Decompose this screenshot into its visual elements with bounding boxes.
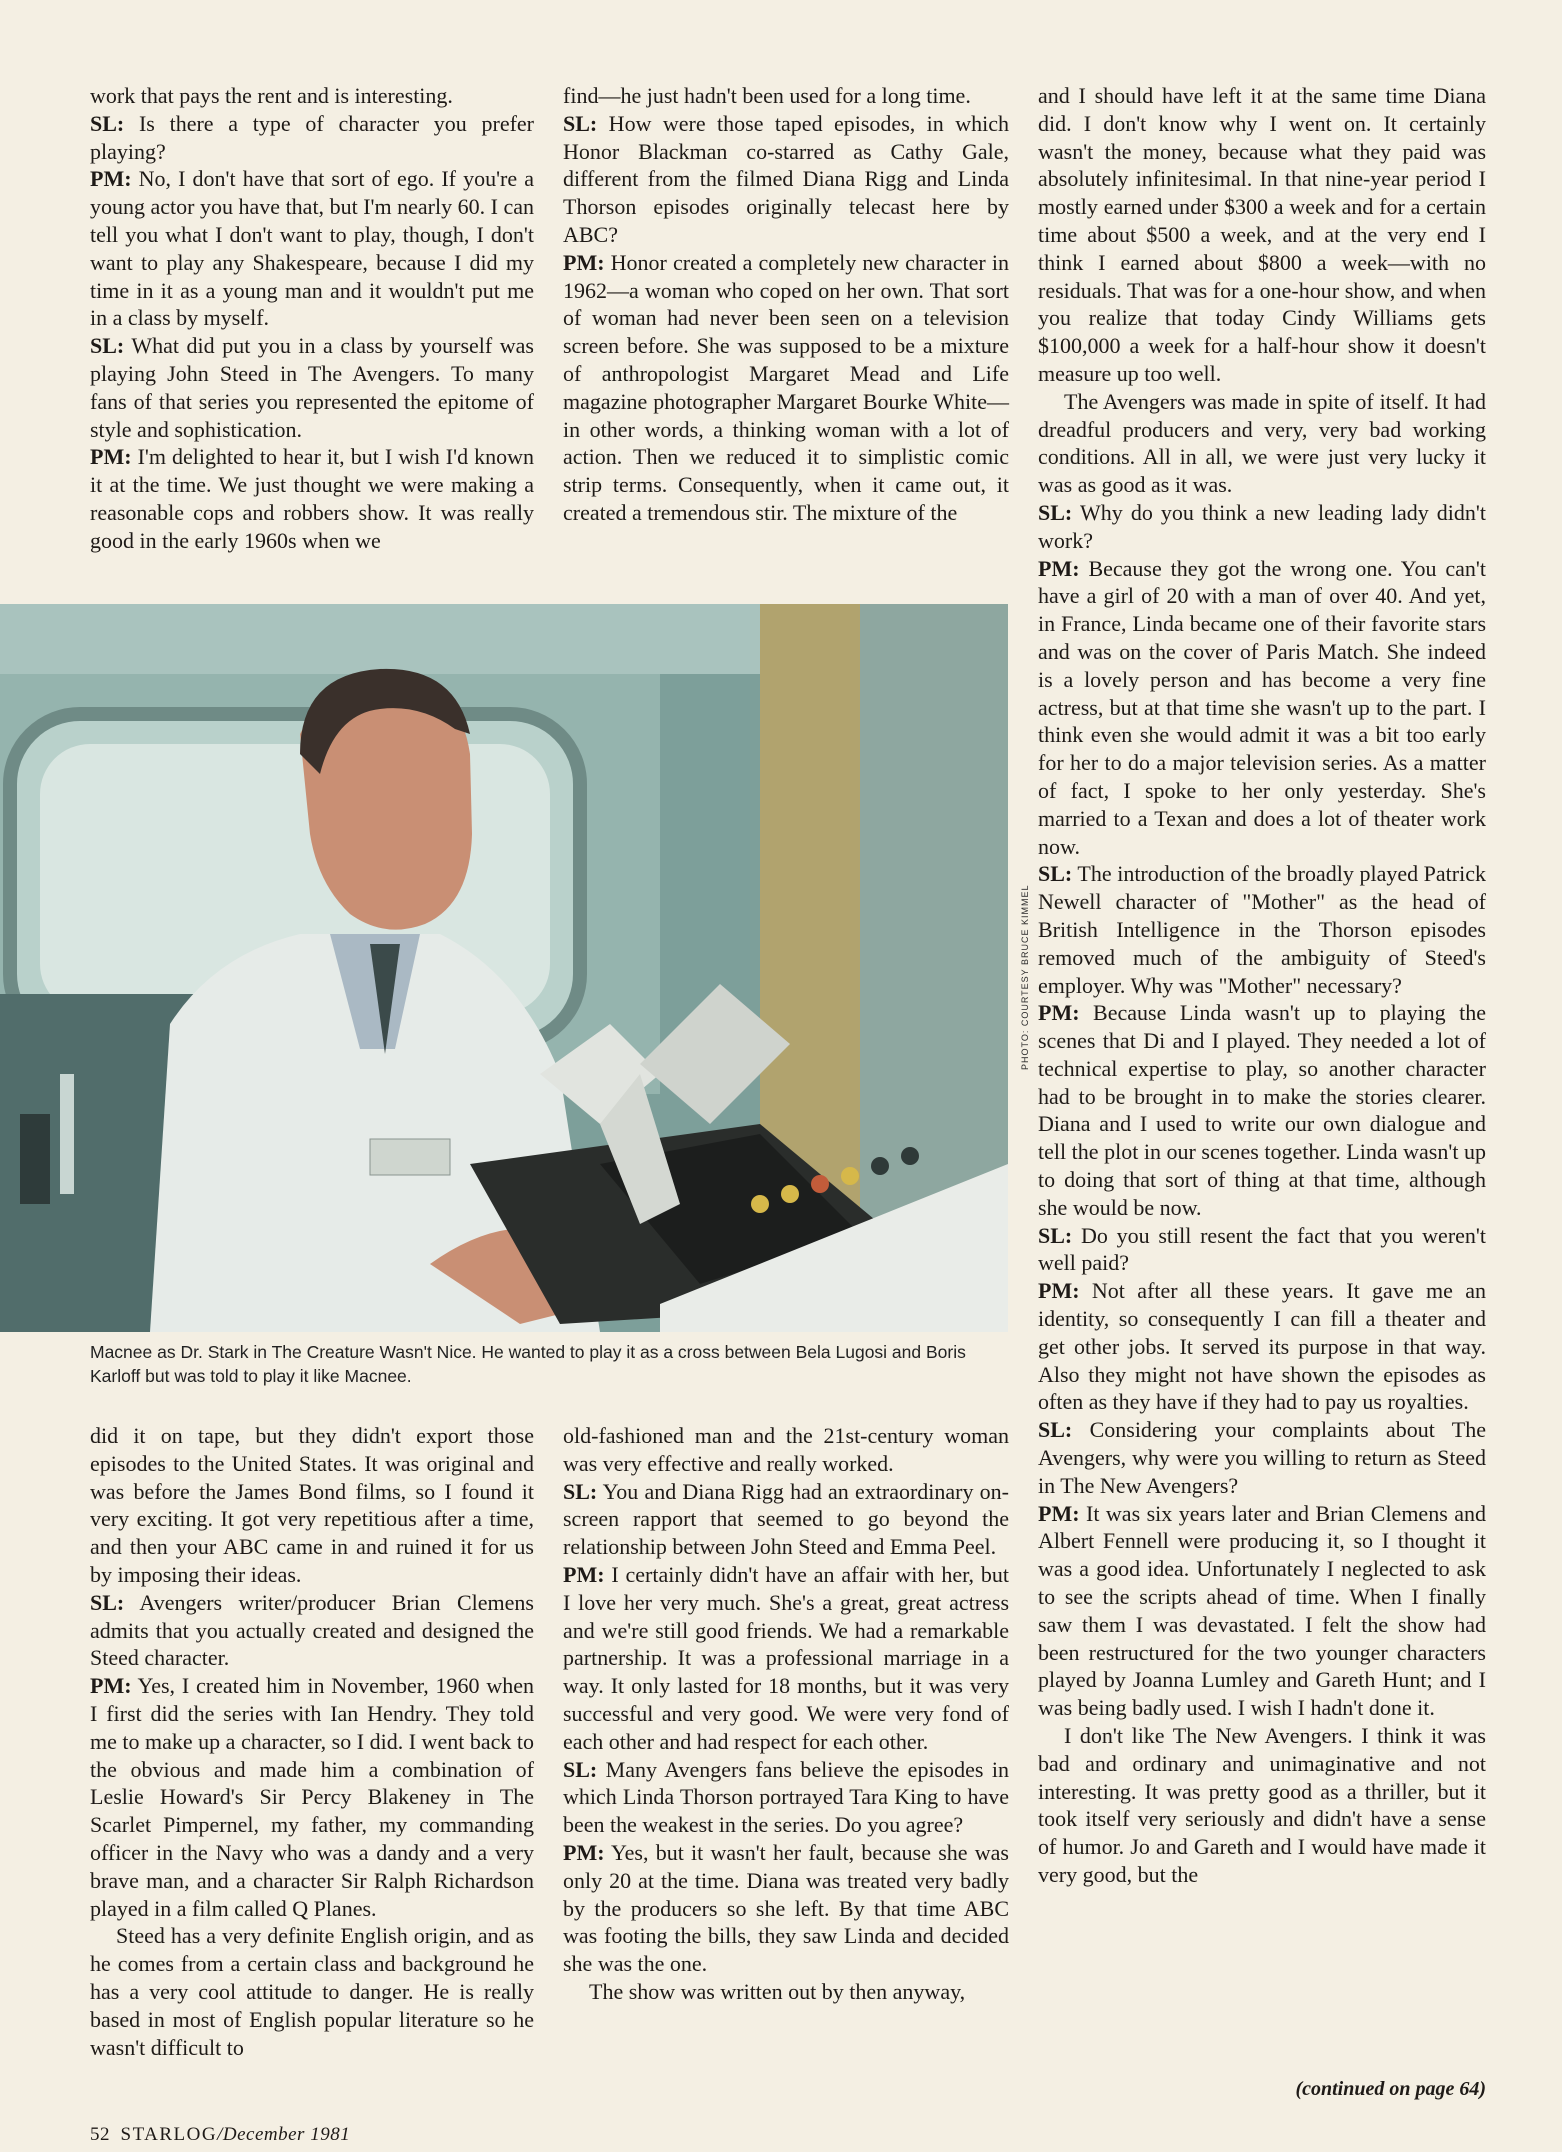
paragraph xyxy=(563,1478,1009,1561)
paragraph-text: old-fashioned man and the 21st-century woman was very effective and really worked. xyxy=(563,1423,1009,1476)
paragraph-text: did it on tape, but they didn't export those episodes to the United States. It was original and was before the James Bond films, so I found it very exciting. It got very repetitious after a time, and then your ABC came in and ruined it for us by imposing their ideas. xyxy=(90,1423,534,1587)
paragraph-text: Honor created a completely new character in 1962—a woman who coped on her own. That sort of woman had never been seen on a television screen before. She was supposed to be a mixture of anthropologist Margaret Mead and Life magazine photographer Margaret Bourke White—in other words, a thinking woman with a lot of action. Then we reduced it to simplistic comic strip terms. Consequently, when it came out, it created a tremendous stir. The mixture of the xyxy=(563,249,1009,525)
page-footer xyxy=(90,2124,350,2146)
paragraph-text: Considering your complaints about The Avengers, why were you willing to return as Steed in The New Avengers? xyxy=(1038,1417,1486,1498)
column-3 xyxy=(1038,82,1486,1889)
paragraph-text: How were those taped episodes, in which Honor Blackman co-starred as Cathy Gale, different from the filmed Diana Rigg and Linda Thorson episodes originally telecast here by ABC? xyxy=(563,110,1009,247)
paragraph xyxy=(1038,999,1486,1221)
paragraph xyxy=(1038,1416,1486,1499)
speaker-label: SL: xyxy=(1038,1417,1073,1443)
paragraph xyxy=(563,1561,1009,1756)
paragraph xyxy=(563,1422,1009,1478)
speaker-label: PM: xyxy=(1038,1278,1080,1304)
paragraph xyxy=(90,110,534,166)
speaker-label: PM: xyxy=(563,249,605,275)
column-1-top xyxy=(90,82,534,555)
speaker-label: SL: xyxy=(90,333,125,359)
photo-credit: PHOTO: COURTESY BRUCE KIMMEL xyxy=(1020,884,1030,1070)
paragraph xyxy=(1038,1500,1486,1722)
paragraph xyxy=(1038,388,1486,499)
paragraph xyxy=(90,82,534,110)
magazine-name: STARLOG xyxy=(120,2124,218,2145)
paragraph xyxy=(563,249,1009,527)
paragraph-text: find—he just hadn't been used for a long time. xyxy=(563,83,971,108)
paragraph-text: What did put you in a class by yourself was playing John Steed in The Avengers. To many fans of that series you represented the epitome of style and sophistication. xyxy=(90,333,534,442)
article-photo xyxy=(0,604,1008,1332)
paragraph xyxy=(90,1589,534,1672)
paragraph xyxy=(1038,499,1486,555)
speaker-label: SL: xyxy=(90,110,125,136)
speaker-label: PM: xyxy=(90,444,132,470)
paragraph-text: Not after all these years. It gave me an identity, so consequently I can fill a theater and get other jobs. It served its purpose in that way. Also they might not have shown the episodes as often as they have if they had to pay us royalties. xyxy=(1038,1278,1486,1415)
paragraph-text: No, I don't have that sort of ego. If you're a young actor you have that, but I'm nearly 60. I can tell you what I don't want to play, though, I don't want to play any Shakespeare, because I did my time in it as a young man and it wouldn't put me in a class by myself. xyxy=(90,166,534,331)
speaker-label: PM: xyxy=(563,1561,605,1587)
paragraph-text: It was six years later and Brian Clemens and Albert Fennell were producing it, so I thought it was a good idea. Unfortunately I neglected to ask to see the scripts ahead of time. When I finally saw them I was devastated. I felt the show had been restructured for the two younger characters played by Joanna Lumley and Gareth Hunt; and I was being badly used. I wish I hadn't done it. xyxy=(1038,1500,1486,1721)
paragraph-text: The introduction of the broadly played Patrick Newell character of "Mother" as the head of British Intelligence in the Thorson episodes removed much of the ambiguity of Steed's employer. Why was "Mother" necessary? xyxy=(1038,861,1486,998)
speaker-label: PM: xyxy=(90,1673,132,1699)
paragraph-text: and I should have left it at the same time Diana did. I don't know why I went on. It certainly wasn't the money, because what they paid was absolutely infinitesimal. In that nine-year period I mostly earned under $300 a week and for a certain time about $500 a week, and at the very end I think I earned about $800 a week—with no residuals. That was for a one-hour show, and when you realize that today Cindy Williams gets $100,000 a week for a half-hour show it doesn't measure up too well. xyxy=(1038,83,1486,386)
page-number: 52 xyxy=(90,2124,110,2145)
paragraph-text: Yes, I created him in November, 1960 when I first did the series with Ian Hendry. They told me to make up a character, so I did. I went back to the obvious and made him a combination of Leslie Howard's Sir Percy Blakeney in The Scarlet Pimpernel, my father, my commanding officer in the Navy who was a dandy and a very brave man, and a character Sir Ralph Richardson played in a film called Q Planes. xyxy=(90,1673,534,1921)
paragraph-text: Many Avengers fans believe the episodes in which Linda Thorson portrayed Tara King to have been the weakest in the series. Do you agree? xyxy=(563,1756,1009,1838)
speaker-label: PM: xyxy=(563,1839,605,1865)
paragraph-text: Because Linda wasn't up to playing the scenes that Di and I played. They needed a lot of technical expertise to play, so another character had to be brought in to make the stories clearer. Diana and I used to write our own dialogue and tell the plot in our scenes together. Linda wasn't up to doing that sort of thing at that time, although she would be now. xyxy=(1038,1000,1486,1220)
speaker-label: PM: xyxy=(1038,1000,1080,1026)
paragraph xyxy=(90,332,534,443)
paragraph xyxy=(1038,1277,1486,1416)
paragraph-text: Why do you think a new leading lady didn't work? xyxy=(1038,499,1486,553)
paragraph xyxy=(1038,1222,1486,1278)
speaker-label: PM: xyxy=(90,166,132,192)
column-2-top xyxy=(563,82,1009,527)
paragraph xyxy=(563,110,1009,249)
paragraph-text: work that pays the rent and is interesting. xyxy=(90,83,453,108)
paragraph-text: I'm delighted to hear it, but I wish I'd known it at the time. We just thought we were making a reasonable cops and robbers show. It was really good in the early 1960s when we xyxy=(90,444,534,553)
photo-illustration xyxy=(0,604,1008,1332)
speaker-label: PM: xyxy=(1038,555,1080,581)
speaker-label: SL: xyxy=(1038,499,1073,525)
paragraph xyxy=(90,443,534,554)
paragraph-text: The show was written out by then anyway, xyxy=(589,1978,966,2004)
paragraph xyxy=(563,1756,1009,1839)
column-1-bottom xyxy=(90,1422,534,2061)
column-2-bottom xyxy=(563,1422,1009,2006)
paragraph xyxy=(1038,1722,1486,1889)
paragraph xyxy=(1038,82,1486,388)
paragraph-text: I certainly didn't have an affair with her, but I love her very much. She's a great, great actress and we're still good friends. We had a remarkable partnership. It was a professional marriage in a way. It only lasted for 18 months, but it was very successful and very good. We were very fond of each other and had respect for each other. xyxy=(563,1561,1009,1754)
paragraph xyxy=(90,1422,534,1589)
speaker-label: SL: xyxy=(563,1478,598,1504)
paragraph-text: Because they got the wrong one. You can't have a girl of 20 with a man of over 40. And yet, in France, Linda became one of their favorite stars and was on the cover of Paris Match. She indeed is a lovely person and has become a very fine actress, but at that time she wasn't up to the part. I think even she would admit it was a bit too early for her to do a major television series. As a matter of fact, I spoke to her only yesterday. She's married to a Texan and does a lot of theater work now. xyxy=(1038,555,1486,859)
continued-note: (continued on page 64) xyxy=(1295,2078,1486,2100)
paragraph xyxy=(1038,860,1486,999)
paragraph-text: I don't like The New Avengers. I think it was bad and ordinary and unimaginative and not interesting. It was pretty good as a thriller, but it took itself very seriously and didn't have a sense of humor. Jo and Gareth and I would have made it very good, but the xyxy=(1038,1723,1486,1887)
speaker-label: SL: xyxy=(1038,1222,1073,1248)
paragraph xyxy=(563,1978,1009,2006)
paragraph xyxy=(90,1922,534,2061)
paragraph-text: You and Diana Rigg had an extraordinary on-screen rapport that seemed to go beyond the relationship between John Steed and Emma Peel. xyxy=(563,1478,1009,1560)
paragraph-text: Steed has a very definite English origin, and as he comes from a certain class and background he has a very cool attitude to danger. He is really based in most of English popular literature so he wasn't difficult to xyxy=(90,1923,534,2060)
paragraph xyxy=(90,165,534,332)
paragraph-text: Avengers writer/producer Brian Clemens admits that you actually created and designed the Steed character. xyxy=(90,1589,534,1671)
paragraph-text: Yes, but it wasn't her fault, because she was only 20 at the time. Diana was treated very badly by the producers so she left. By that time ABC was footing the bills, they saw Linda and decided she was the one. xyxy=(563,1839,1009,1977)
paragraph xyxy=(563,82,1009,110)
issue-date: /December 1981 xyxy=(217,2124,351,2145)
paragraph-text: The Avengers was made in spite of itself. It had dreadful producers and very, very bad working conditions. All in all, we were just very lucky it was as good as it was. xyxy=(1038,388,1486,498)
speaker-label: SL: xyxy=(1038,861,1073,887)
paragraph-text: Do you still resent the fact that you weren't well paid? xyxy=(1038,1222,1486,1276)
speaker-label: SL: xyxy=(90,1589,125,1615)
speaker-label: SL: xyxy=(563,110,598,136)
paragraph xyxy=(90,1672,534,1922)
paragraph xyxy=(1038,555,1486,861)
speaker-label: SL: xyxy=(563,1756,598,1782)
paragraph-text: Is there a type of character you prefer playing? xyxy=(90,110,534,164)
paragraph xyxy=(563,1839,1009,1978)
speaker-label: PM: xyxy=(1038,1500,1080,1526)
photo-caption: Macnee as Dr. Stark in The Creature Wasn't Nice. He wanted to play it as a cross between Bela Lugosi and Boris Karloff but was told to play it like Macnee. xyxy=(90,1342,966,1386)
